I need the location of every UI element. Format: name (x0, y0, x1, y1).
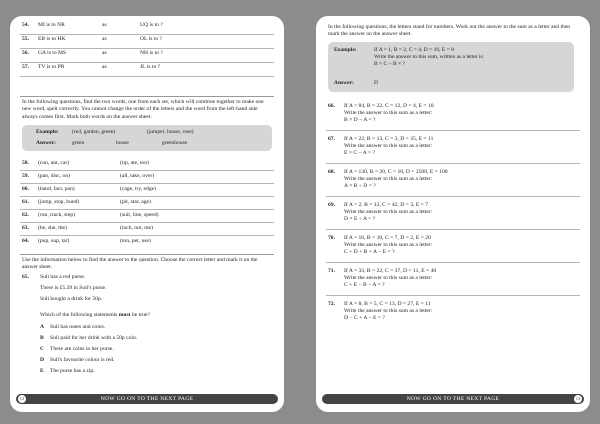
question-sum: C + D + B + A − E = ? (344, 249, 395, 255)
question-row (10, 20, 284, 32)
question-given: If A = 16, B = 10, C = 7, D = 2, E = 20 (344, 235, 431, 241)
question-number: 58. (22, 160, 29, 166)
question-row (10, 197, 284, 209)
divider (326, 196, 580, 197)
example-label: Example: (334, 47, 357, 53)
example-answer: D (374, 80, 378, 86)
question-row (10, 48, 284, 60)
divider (326, 262, 580, 263)
page-number: 13 (575, 396, 581, 401)
info-line: Suli bought a drink for 50p. (40, 296, 103, 302)
section-divider (20, 96, 274, 97)
section-divider (20, 254, 274, 255)
question-text: Which of the following statements must be true? (40, 312, 150, 318)
example-label: Example: (36, 129, 59, 135)
divider (326, 130, 580, 131)
answer-label: Answer: (36, 140, 56, 146)
question-given: If A = 84, B = 22, C = 12, D = 4, E = 10 (344, 103, 434, 109)
question-number: 62. (22, 212, 29, 218)
question-instruction: Write the answer to this sum as a letter: (344, 143, 433, 149)
question-given: If A = 22, B = 13, C = 3, D = 35, E = 11 (344, 136, 434, 142)
question-row (10, 210, 284, 222)
question-pair: EB is to HK (38, 36, 66, 42)
footer-bar (16, 394, 278, 404)
question-as: as (102, 36, 107, 42)
question-as: as (102, 22, 107, 28)
question-row (10, 236, 284, 248)
question-number: 63. (22, 225, 29, 231)
question-row (10, 171, 284, 183)
info-instructions: Use the information below to find the answer to the question. Choose the correct letter and mark it on the answer sheet. (22, 257, 258, 271)
word-set-1: (pan, disc, on) (38, 173, 71, 179)
question-number: 57. (22, 64, 29, 70)
question-number: 70. (328, 235, 335, 241)
left-page (10, 16, 284, 412)
question-number: 66. (328, 103, 335, 109)
example-set-1: (red, garden, green) (72, 129, 116, 135)
word-set-1: (pup, sup, tar) (38, 238, 70, 244)
sums-instructions: In the following questions, the letters stand for numbers. Work out the answer to the sum as a letter and then mark the answer on the answer sheet. (328, 24, 571, 38)
word-set-2: (inch, not, me) (120, 225, 153, 231)
option-a: A Suli has notes and coins. (40, 324, 106, 330)
answer-word-2: house (116, 140, 129, 146)
question-sum: A × B ÷ D = ? (344, 183, 376, 189)
footer-text: NOW GO ON TO THE NEXT PAGE (100, 396, 194, 402)
question-instruction: Write the answer to this sum as a letter: (344, 176, 433, 182)
question-target: OL is to ? (140, 36, 163, 42)
question-number: 55. (22, 36, 29, 42)
question-number: 69. (328, 202, 335, 208)
example-instruction: Write the answer to this sum, written as a letter is: (374, 54, 485, 60)
question-target: JL is to ? (140, 64, 161, 70)
right-page (316, 16, 590, 412)
question-pair: TV is to PR (38, 64, 65, 70)
footer-bar (322, 394, 584, 404)
answer-word-1: green (72, 140, 85, 146)
question-as: as (102, 64, 107, 70)
question-pair: MI is to NR (38, 22, 65, 28)
question-instruction: Write the answer to this sum as a letter: (344, 308, 433, 314)
info-line: Suli has a red purse. (40, 274, 86, 280)
question-given: If A = 33, B = 22, C = 37, D = 11, E = 40 (344, 268, 437, 274)
divider (326, 295, 580, 296)
footer-text: NOW GO ON TO THE NEXT PAGE (406, 396, 500, 402)
question-number: 72. (328, 301, 335, 307)
question-pair: GA is to MS (38, 50, 67, 56)
example-sum: B × C ÷ B × ? (374, 61, 405, 67)
question-given: If A = 8, B = 5, C = 13, D = 27, E = 11 (344, 301, 431, 307)
word-set-1: (jump, stop, bund) (38, 199, 80, 205)
word-set-2: (pit, star, age) (120, 199, 151, 205)
word-set-1: (con, ant, car) (38, 160, 70, 166)
question-number: 65. (22, 274, 29, 280)
question-row (10, 62, 284, 74)
option-b: B Suli paid for her drink with a 50p coin. (40, 335, 138, 341)
question-target: NH is to ? (140, 50, 163, 56)
question-number: 59. (22, 173, 29, 179)
question-number: 67. (328, 136, 335, 142)
word-set-2: (all, take, over) (120, 173, 155, 179)
question-instruction: Write the answer to this sum as a letter: (344, 275, 433, 281)
question-sum: B × D − A = ? (344, 117, 376, 123)
question-sum: D − C + A − E = ? (344, 315, 385, 321)
question-target: UQ is to ? (140, 22, 163, 28)
question-sum: C + E − B − A = ? (344, 282, 385, 288)
divider (20, 76, 274, 77)
sums-example-box (328, 42, 574, 92)
info-line: There is £5.39 in Suli's purse. (40, 285, 107, 291)
question-number: 64. (22, 238, 29, 244)
word-set-1: (band, fact, pan) (38, 186, 75, 192)
divider (326, 163, 580, 164)
question-given: If A = 130, B = 20, C = 10, D = 2500, E = 100 (344, 169, 448, 175)
answer-compound: greenhouse (162, 140, 188, 146)
word-set-1: (run, track, step) (38, 212, 75, 218)
question-given: If A = 2, B = 12, C = 42, D = 3, E = 7 (344, 202, 428, 208)
question-row (10, 158, 284, 170)
question-number: 61. (22, 199, 29, 205)
question-instruction: Write the answer to this sum as a letter: (344, 209, 433, 215)
question-number: 60. (22, 186, 29, 192)
question-number: 71. (328, 268, 335, 274)
example-given: If A = 1, B = 2, C = 4, D = 10, E = 8 (374, 47, 454, 53)
question-instruction: Write the answer to this sum as a letter: (344, 242, 433, 248)
question-number: 54. (22, 22, 29, 28)
example-set-2: (jumper, house, rose) (147, 129, 194, 135)
word-set-1: (he, she, the) (38, 225, 67, 231)
question-number: 56. (22, 50, 29, 56)
question-row (10, 34, 284, 46)
page-number: 12 (19, 396, 25, 401)
option-e: E The purse has a zip. (40, 368, 95, 374)
question-sum: E × C − A = ? (344, 150, 375, 156)
question-sum: D × E ÷ A = ? (344, 216, 376, 222)
question-as: as (102, 50, 107, 56)
question-instruction: Write the answer to this sum as a letter: (344, 110, 433, 116)
question-row (10, 223, 284, 235)
question-row (10, 184, 284, 196)
word-set-2: (tip, ate, ton) (120, 160, 149, 166)
option-c: C There are coins in her purse. (40, 346, 114, 352)
word-set-2: (cage, try, edge) (120, 186, 156, 192)
words-instructions: In the following questions, find the two words, one from each set, which will combine together to make one new word, spelt correctly. You cannot change the order of the letters and the word from the left-hand side always comes first. Mark both words on the answer sheet. (22, 99, 264, 120)
divider (326, 229, 580, 230)
word-set-2: (suit, line, speed) (120, 212, 159, 218)
word-set-2: (ton, pet, use) (120, 238, 151, 244)
option-d: D Suli's favourite colour is red. (40, 357, 115, 363)
question-number: 68. (328, 169, 335, 175)
words-example-box (22, 125, 272, 151)
answer-label: Answer: (334, 80, 354, 86)
